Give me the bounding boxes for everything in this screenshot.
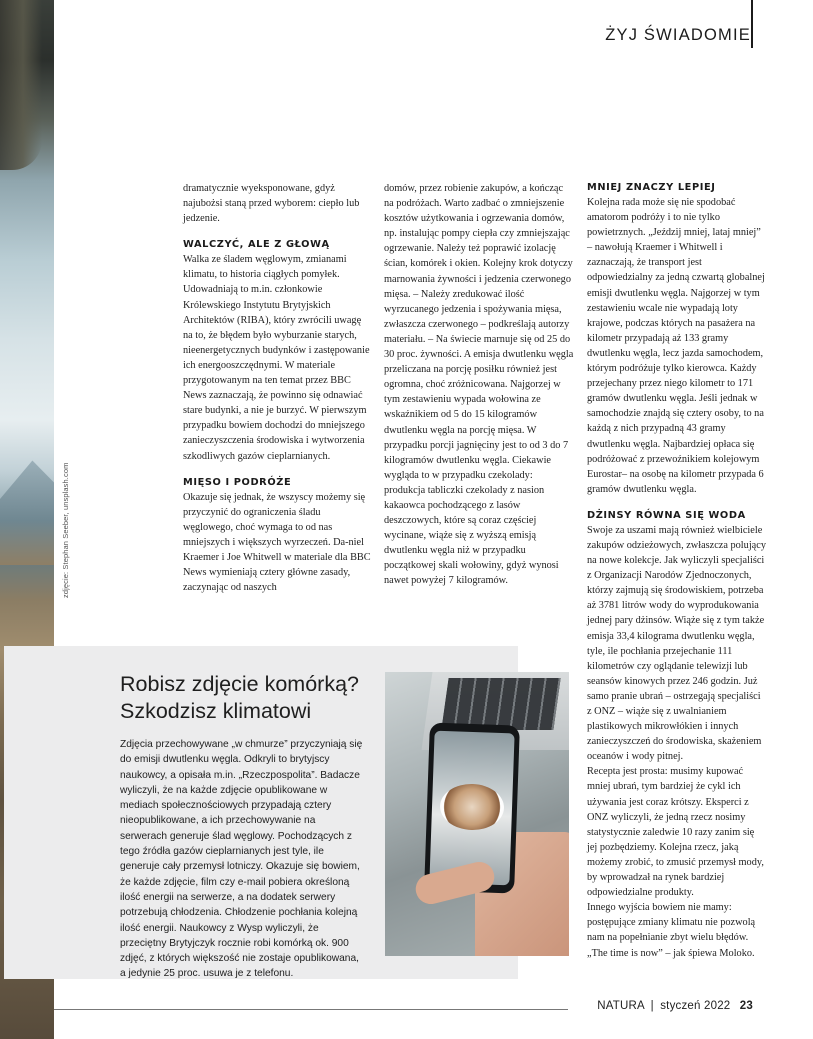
page-footer — [597, 1000, 753, 1012]
footer-magazine: NATURA — [597, 1000, 645, 1012]
paragraph: Kolejna rada może się nie spodobać amatorom podróży i to nie tylko powietrznych. „Jeździj mniej, lataj mniej” – nawołują Kraemer i Whitwell i zaznaczają, że transport jest odpowiedzialny za jedną czwartą globalnej emisji dwutlenku węgla. Najgorzej w tym zestawieniu wcale nie wypadają loty krajowe, podczas których na pasażera na kilometr przypadają aż 133 gramy dwutlenku węgla, lecz jazda samochodem, którym podróżuje tylko kierowca. Każdy przejechany przez niego kilometr to 171 gramów dwutlenku węgla. Jeśli jednak w samochodzie znajdą się cztery osoby, to na każdą z nich przypadną 43 gramy dwutlenku węgla. Najbardziej opłaca się podróżować z przewoźnikiem kolejowym Eurostar– na osobę na kilometr przypada 6 gramów dwutlenku węgla. — [587, 197, 765, 495]
subheading: DŻINSY RÓWNA SIĘ WODA — [587, 509, 746, 521]
paragraph: Recepta jest prosta: musimy kupować mniej ubrań, tym bardziej że cykl ich używania jest coraz krótszy. Eksperci z ONZ wyliczyli, że jedną rzecz nosimy statystycznie zaledwie 10 razy zanim się jej pozbędziemy. Kolejna rzecz, jaką możemy zrobić, to zmusić przemysł mody, by wprowadzał na rynek bardziej odpowiedzialne produkty. — [587, 766, 764, 899]
paragraph: dramatycznie wyeksponowane, gdyż najubożsi staną przed wyborem: ciepło lub jedzenie. — [183, 183, 360, 225]
sidebar-box-title — [120, 671, 380, 725]
article-column-1 — [183, 181, 373, 595]
article-column-2 — [384, 181, 574, 589]
subheading: WALCZYĆ, ALE Z GŁOWĄ — [183, 239, 330, 251]
footer-issue: styczeń 2022 — [660, 1000, 731, 1012]
coffee-cup-illustration — [439, 783, 505, 831]
photo-credit: zdjęcie: Stephan Seeber, unsplash.com — [61, 462, 70, 598]
footer-separator: | — [650, 1000, 654, 1012]
paragraph: Swoje za uszami mają również wielbiciele zakupów odzieżowych, zwłaszcza polujący na nowe kolekcje. Jak wyliczyli specjaliści z Organizacji Narodów Zjednoczonych, którzy zajmują się środowiskiem, potrzeba aż 3781 litrów wody do wyprodukowania jednej pary dżinsów. Wiąże się z tym także emisja 33,4 kilograma dwutlenku węgla, tyle, ile pochłania przejechanie 111 kilometrów czy oglądanie telewizji lub seansów kinowych przez 246 godzin. Już samo pranie ubrań – ostrzegają specjaliści z ONZ – wiąże się z uwalnianiem plastikowych mikrowłókien i innych zanieczyszczeń do środowiska, skażeniem oceanów i wody pitnej. — [587, 524, 766, 763]
side-photo-landscape — [0, 455, 54, 565]
subheading: MNIEJ ZNACZY LEPIEJ — [587, 182, 716, 193]
sidebar-box-title-line-2: Szkodzisz klimatowi — [120, 699, 312, 723]
keyboard-illustration — [441, 678, 560, 730]
section-header: ŻYJ ŚWIADOMIE — [605, 26, 751, 44]
article-column-3 — [587, 181, 767, 961]
footer-rule — [54, 1009, 568, 1010]
phone-photo — [385, 672, 569, 956]
side-photo-figure — [0, 0, 42, 170]
paragraph: Walka ze śladem węglowym, zmianami klimatu, to historia ciągłych pomyłek. Udowadniają to m.in. członkowie Królewskiego Instytutu Brytyjskich Architektów (RIBA), który zwrócili uwagę na to, że błędem było wyburzanie starych, nieenergetycznych budynków i zastępowanie ich energooszczędnymi. W materiale przygotowanym na ten temat przez BBC News zaznaczają, że powinno się odnawiać stare budynki, a nie je burzyć. W pierwszym przypadku bowiem dochodzi do mniejszego zanieczyszczenia środowiska i wytworzenia szkodliwych gazów cieplarnianych. — [183, 254, 370, 462]
paragraph: Okazuje się jednak, że wszyscy możemy się przyczynić do ograniczenia śladu węglowego, choć wymaga to od nas mniejszych i większych wyrzeczeń. Da-niel Kraemer i Joe Whitwell w materiale dla BBC News wymieniają cztery główne zasady, zaczynając od naszych — [183, 491, 371, 594]
page-number: 23 — [739, 1000, 753, 1012]
header-rule — [751, 0, 753, 48]
subheading: MIĘSO I PODRÓŻE — [183, 476, 292, 488]
sidebar-box-title-line-1: Robisz zdjęcie komórką? — [120, 672, 359, 696]
sidebar-box-body: Zdjęcia przechowywane „w chmurze” przyczyniają się do emisji dwutlenku węgla. Odkryli to brytyjscy naukowcy, a opisała m.in. „Rzeczpospolita”. Badacze wyliczyli, że na każde zdjęcie opublikowane w mediach społecznościowych przypadają cztery nieopublikowane, a ich przechowywanie na serwerach generuje ślad węglowy. Pochodzących z tego źródła gazów cieplarnianych jest tyle, ile generuje cały przemysł lotniczy. Okazuje się bowiem, że każde zdjęcie, film czy e-mail pobiera określoną ilość energii na serwerze, a na dodatek serwery potrzebują chłodzenia. Chłodzenie pochłania kolejną ilość energii. Naukowcy z Wysp wyliczyli, że przeciętny Brytyjczyk rocznie robi komórką ok. 900 zdjęć, z których większość nie zostaje opublikowana, a jedynie 25 proc. usuwa je z telefonu. — [120, 739, 363, 980]
paragraph: domów, przez robienie zakupów, a kończąc na podróżach. Warto zadbać o zmniejszenie kosztów użytkowania i ogrzewania domów, np. instalując pompy ciepła czy zmniejszając ogrzewanie. Należy też poprawić izolację ścian, komórek i okien. Kolejny krok dotyczy marnowania żywności i jedzenia czerwonego mięsa. – Należy zredukować ilość wyrzucanego jedzenia i spożywania mięsa, zwłaszcza czerwonego – podkreślają autorzy materiału. – Na świecie marnuje się od 25 do 30 proc. żywności. A emisja dwutlenku węgla przeliczana na porcję posiłku również jest ogromna, choć zróżnicowana. Najgorzej w tym zestawieniu wypada wołowina ze wskaźnikiem od 5 do 15 kilogramów dwutlenku węgla na porcję mięsa. W przypadku porcji jagnięciny jest to od 3 do 7 kilogramów dwutlenku węgla. Ciekawie wygląda to w przypadku czekolady: produkcja tabliczki czekolady z nasion kakaowca pochodzącego z lasów deszczowych, które są coraz częściej wycinane, wiąże się z wyższą emisją dwutlenku węgla niż w przypadku początkowej skali wołowiny, gdyż wynosi nawet powyżej 7 kilogramów. — [384, 183, 574, 587]
paragraph: Innego wyjścia bowiem nie mamy: postępujące zmiany klimatu nie pozwolą nam na popełnianie zbyt wielu błędów. „The time is now” – jak śpiewa Moloko. — [587, 902, 756, 959]
